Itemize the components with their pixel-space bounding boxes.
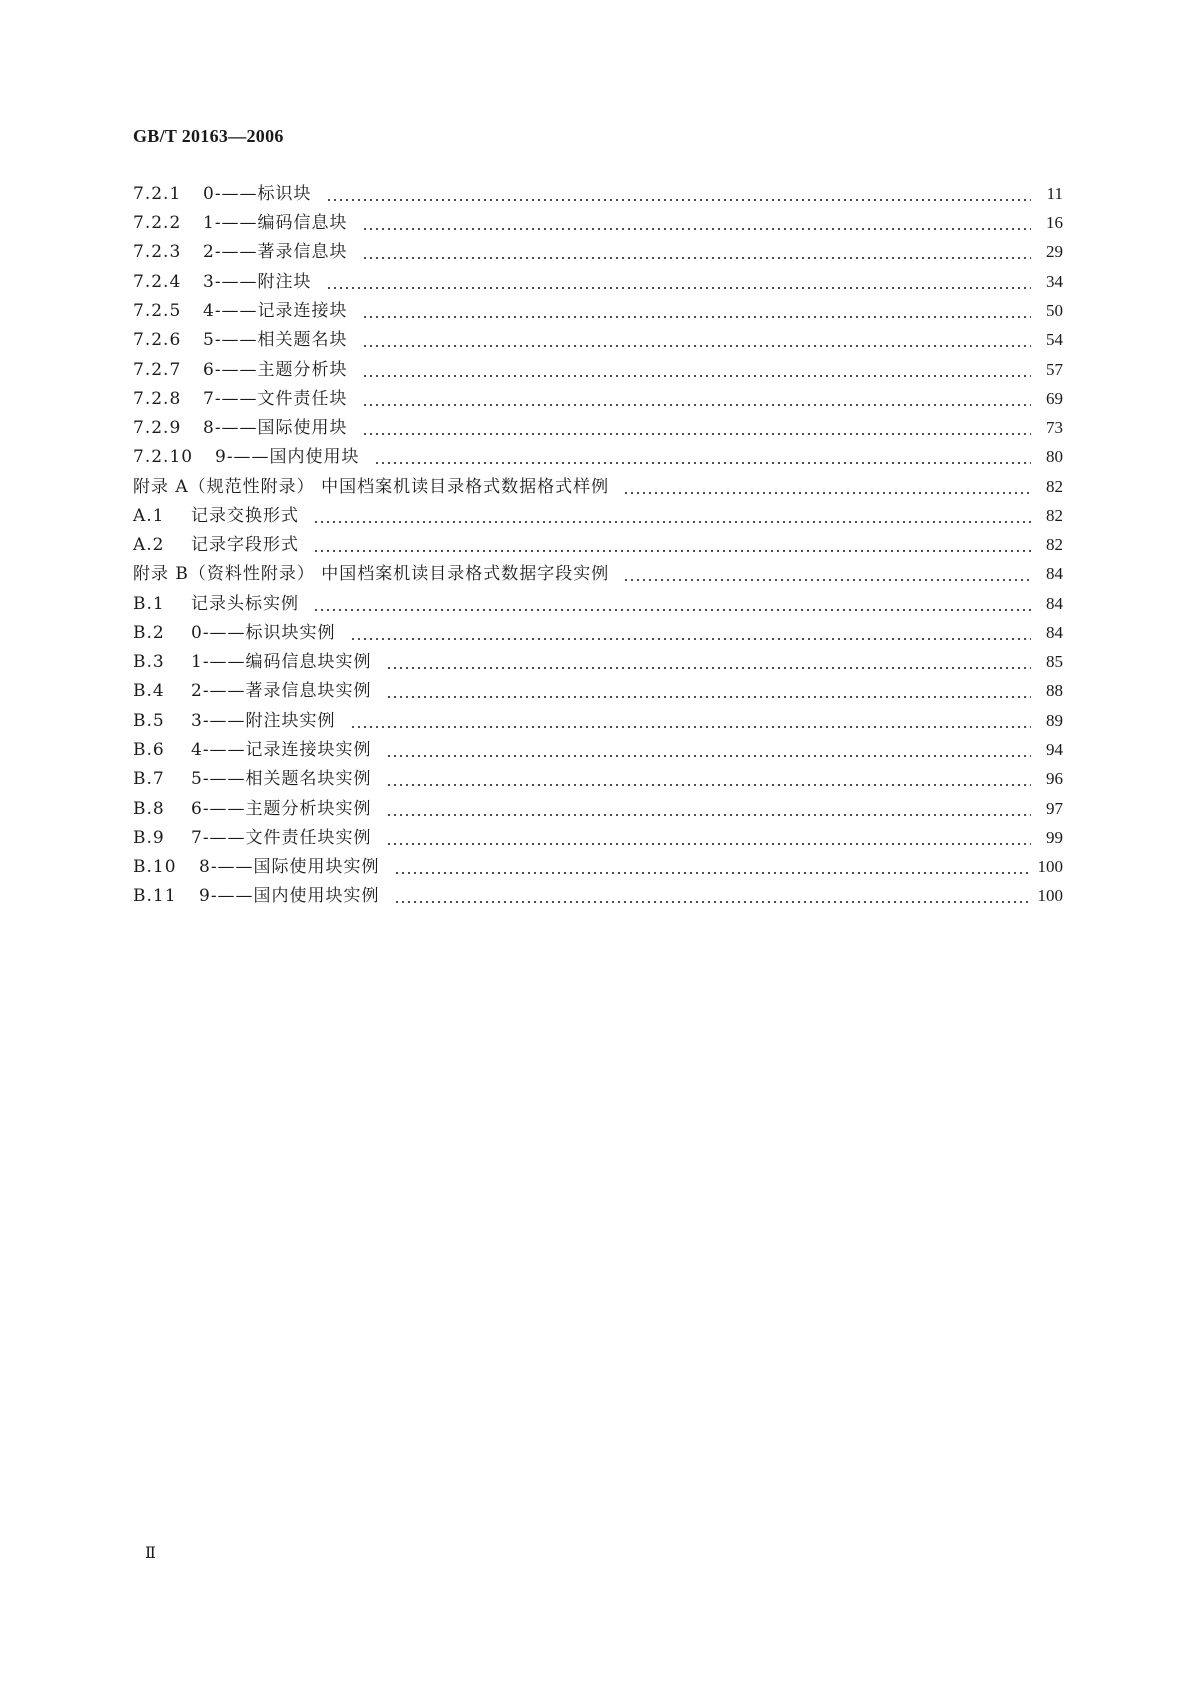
toc-entry-title: 4-——记录连接块	[203, 301, 348, 321]
standard-number-header: GB/T 20163—2006	[133, 126, 284, 146]
toc-entry-page: 88	[1046, 681, 1063, 700]
toc-entry-title: 8-——国际使用块实例	[199, 857, 380, 877]
toc-dot-leader	[362, 414, 1031, 442]
toc-dot-leader	[326, 180, 1031, 208]
toc-entry-page: 97	[1046, 799, 1063, 818]
toc-entry-title: 0-——标识块实例	[191, 623, 336, 643]
toc-entry[interactable]	[133, 824, 1063, 852]
toc-entry-title: 3-——附注块	[203, 272, 312, 292]
toc-entry-page: 100	[1037, 857, 1063, 876]
toc-dot-leader	[313, 590, 1031, 618]
toc-entry-title: 6-——主题分析块实例	[191, 799, 372, 819]
toc-entry-title: 附录 B（资料性附录） 中国档案机读目录格式数据字段实例	[133, 564, 610, 584]
toc-dot-leader	[386, 824, 1031, 852]
toc-entry[interactable]	[133, 619, 1063, 647]
toc-dot-leader	[374, 443, 1031, 471]
toc-dot-leader	[362, 238, 1031, 266]
toc-entry-title: 9-——国内使用块	[215, 447, 360, 467]
toc-entry-title: 5-——相关题名块实例	[191, 769, 372, 789]
toc-entry[interactable]	[133, 356, 1063, 384]
toc-entry[interactable]	[133, 707, 1063, 735]
toc-entry-number: 7.2.4	[133, 272, 182, 292]
toc-entry-page: 84	[1046, 594, 1063, 613]
toc-entry-title: 记录交换形式	[191, 506, 299, 526]
toc-entry-page: 54	[1046, 330, 1063, 349]
toc-entry[interactable]	[133, 268, 1063, 296]
toc-entry-page: 57	[1046, 360, 1063, 379]
toc-entry-title: 0-——标识块	[203, 184, 312, 204]
toc-entry-page: 100	[1037, 886, 1063, 905]
toc-entry[interactable]	[133, 385, 1063, 413]
page-number-footer: Ⅱ	[145, 1545, 156, 1562]
toc-entry-page: 82	[1046, 535, 1063, 554]
toc-entry-title: 4-——记录连接块实例	[191, 740, 372, 760]
toc-dot-leader	[394, 882, 1031, 910]
toc-entry-number: A.2	[133, 535, 165, 555]
toc-entry-page: 84	[1046, 564, 1063, 583]
toc-entry-number: A.1	[133, 506, 165, 526]
toc-entry-number: B.9	[133, 828, 165, 848]
toc-entry-number: 7.2.6	[133, 330, 182, 350]
toc-entry-number: 7.2.5	[133, 301, 182, 321]
toc-entry-page: 99	[1046, 828, 1063, 847]
toc-entry-number: 7.2.8	[133, 389, 182, 409]
toc-entry-number: 7.2.1	[133, 184, 182, 204]
toc-entry-number: B.8	[133, 799, 165, 819]
toc-entry-title: 8-——国际使用块	[203, 418, 348, 438]
toc-dot-leader	[386, 648, 1031, 676]
toc-entry-page: 16	[1046, 213, 1063, 232]
toc-entry-page: 80	[1046, 447, 1063, 466]
toc-entry-title: 5-——相关题名块	[203, 330, 348, 350]
toc-entry-title: 7-——文件责任块	[203, 389, 348, 409]
toc-entry-page: 50	[1046, 301, 1063, 320]
toc-entry-title: 2-——著录信息块	[203, 242, 348, 262]
toc-entry-title: 6-——主题分析块	[203, 360, 348, 380]
toc-entry[interactable]	[133, 443, 1063, 471]
toc-entry-number: B.7	[133, 769, 165, 789]
toc-dot-leader	[350, 619, 1031, 647]
toc-entry[interactable]	[133, 853, 1063, 881]
toc-entry[interactable]	[133, 414, 1063, 442]
toc-entry[interactable]	[133, 502, 1063, 530]
toc-entry-title: 附录 A（规范性附录） 中国档案机读目录格式数据格式样例	[133, 477, 610, 497]
toc-entry-page: 82	[1046, 477, 1063, 496]
toc-entry-title: 记录字段形式	[191, 535, 299, 555]
toc-entry[interactable]	[133, 238, 1063, 266]
toc-dot-leader	[362, 356, 1031, 384]
toc-entry-page: 82	[1046, 506, 1063, 525]
toc-entry[interactable]	[133, 765, 1063, 793]
toc-entry-number: 7.2.9	[133, 418, 182, 438]
toc-entry[interactable]	[133, 795, 1063, 823]
toc-entry[interactable]	[133, 297, 1063, 325]
toc-entry-title: 记录头标实例	[191, 594, 299, 614]
toc-entry-number: B.4	[133, 681, 165, 701]
toc-entry-appendix-a[interactable]	[133, 473, 1063, 501]
toc-entry-number: 7.2.2	[133, 213, 182, 233]
toc-entry-page: 29	[1046, 242, 1063, 261]
toc-entry[interactable]	[133, 677, 1063, 705]
toc-entry-number: B.3	[133, 652, 165, 672]
toc-entry-number: B.11	[133, 886, 177, 906]
toc-entry[interactable]	[133, 180, 1063, 208]
toc-dot-leader	[362, 297, 1031, 325]
toc-entry-title: 1-——编码信息块	[203, 213, 348, 233]
toc-entry-page: 89	[1046, 711, 1063, 730]
toc-entry[interactable]	[133, 736, 1063, 764]
toc-entry-number: 7.2.10	[133, 447, 194, 467]
toc-entry[interactable]	[133, 531, 1063, 559]
toc-dot-leader	[623, 473, 1031, 501]
toc-entry-page: 34	[1046, 272, 1063, 291]
toc-dot-leader	[362, 385, 1031, 413]
toc-dot-leader	[313, 502, 1031, 530]
toc-entry-number: 7.2.3	[133, 242, 182, 262]
toc-entry[interactable]	[133, 882, 1063, 910]
toc-entry[interactable]	[133, 590, 1063, 618]
toc-entry-title: 7-——文件责任块实例	[191, 828, 372, 848]
toc-entry-appendix-b[interactable]	[133, 560, 1063, 588]
toc-dot-leader	[394, 853, 1031, 881]
toc-dot-leader	[350, 707, 1031, 735]
toc-entry-page: 73	[1046, 418, 1063, 437]
toc-entry-number: 7.2.7	[133, 360, 182, 380]
toc-entry-page: 85	[1046, 652, 1063, 671]
toc-entry-page: 84	[1046, 623, 1063, 642]
toc-entry-number: B.10	[133, 857, 177, 877]
toc-entry-title: 3-——附注块实例	[191, 711, 336, 731]
toc-dot-leader	[326, 268, 1031, 296]
toc-entry-page: 11	[1046, 184, 1063, 203]
toc-entry-page: 69	[1046, 389, 1063, 408]
toc-entry-title: 1-——编码信息块实例	[191, 652, 372, 672]
toc-dot-leader	[386, 795, 1031, 823]
toc-entry[interactable]	[133, 326, 1063, 354]
toc-dot-leader	[362, 209, 1031, 237]
toc-dot-leader	[623, 560, 1031, 588]
toc-dot-leader	[386, 765, 1031, 793]
toc-entry-number: B.1	[133, 594, 165, 614]
toc-dot-leader	[386, 677, 1031, 705]
toc-entry[interactable]	[133, 209, 1063, 237]
toc-entry-page: 94	[1046, 740, 1063, 759]
toc-dot-leader	[386, 736, 1031, 764]
toc-entry-number: B.2	[133, 623, 165, 643]
toc-entry-title: 9-——国内使用块实例	[199, 886, 380, 906]
toc-entry[interactable]	[133, 648, 1063, 676]
toc-entry-number: B.6	[133, 740, 165, 760]
toc-entry-title: 2-——著录信息块实例	[191, 681, 372, 701]
toc-dot-leader	[362, 326, 1031, 354]
toc-entry-number: B.5	[133, 711, 165, 731]
toc-entry-page: 96	[1046, 769, 1063, 788]
toc-dot-leader	[313, 531, 1031, 559]
